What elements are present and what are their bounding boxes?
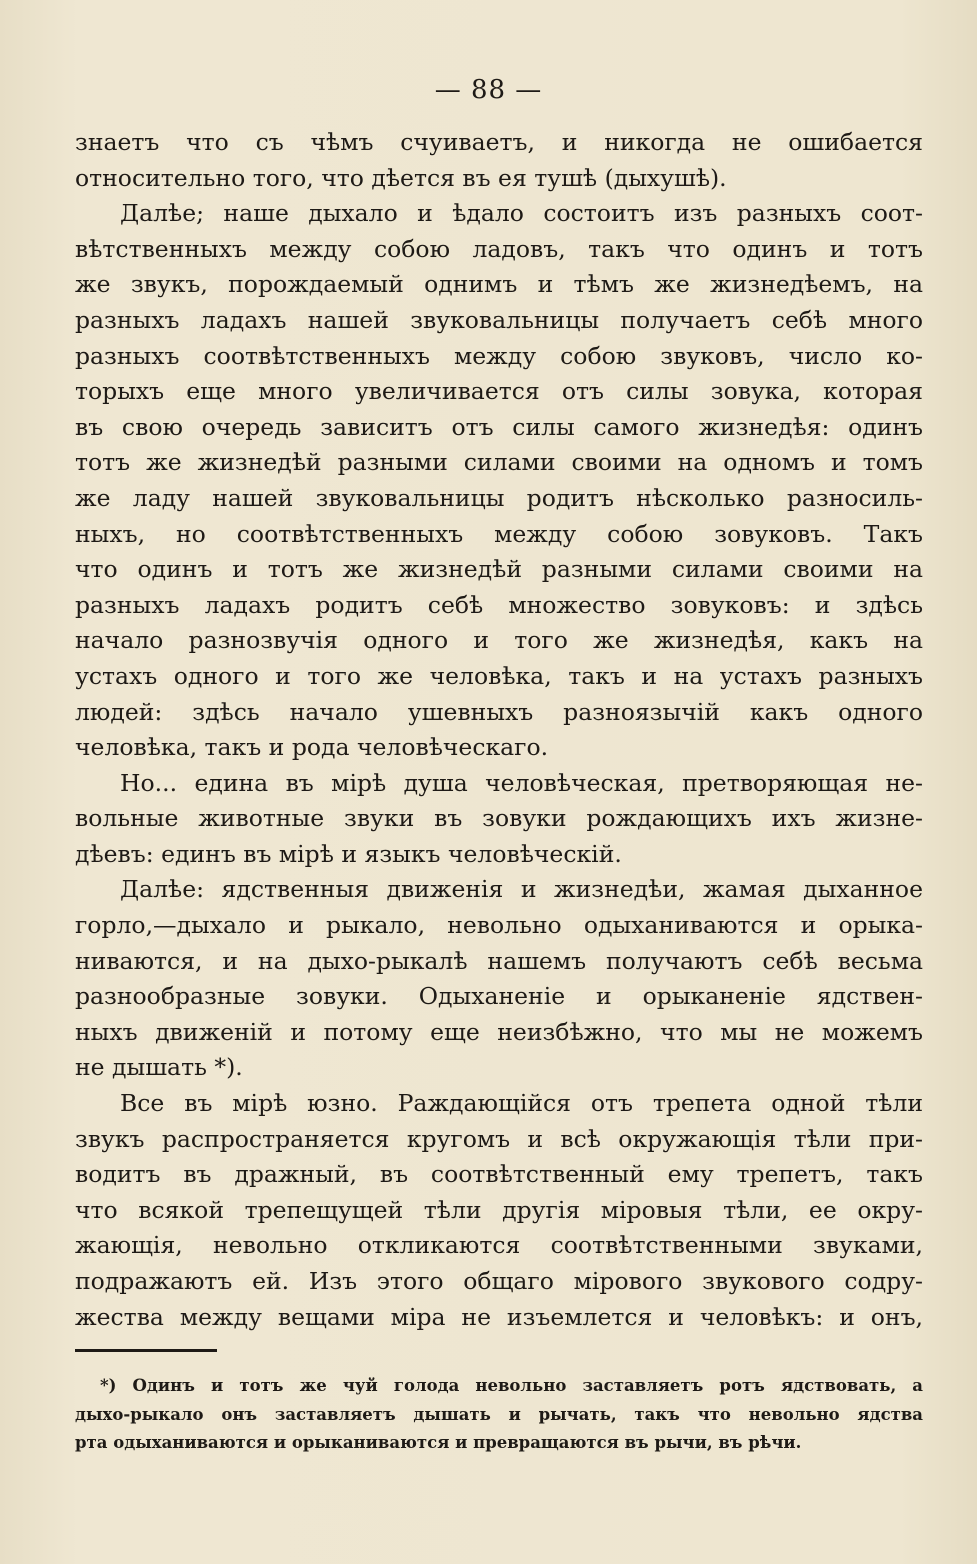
text-line: же звукъ, порождаемый однимъ и тѣмъ же жизнедѣемъ, на (75, 270, 923, 299)
text-line: относительно того, что дѣется въ ея тушѣ (дыхушѣ). (75, 163, 727, 192)
footnote (75, 1372, 923, 1458)
footnote-line: *) Одинъ и тотъ же чуй голода невольно заставляетъ ротъ ядствовать, а (100, 1376, 923, 1395)
text-line: ниваются, и на дыхо-рыкалѣ нашемъ получаютъ себѣ весьма (75, 946, 923, 975)
text-line: что одинъ и тотъ же жизнедѣй разными силами своими на (75, 555, 923, 584)
text-line: ныхъ движеній и потому еще неизбѣжно, что мы не можемъ (75, 1017, 923, 1046)
text-line: торыхъ еще много увеличивается отъ силы зовука, которая (75, 377, 923, 406)
text-line: разныхъ ладахъ родитъ себѣ множество зовуковъ: и здѣсь (75, 590, 923, 619)
text-line: жества между вещами міра не изъемлется и человѣкъ: и онъ, (75, 1302, 923, 1331)
text-line: подражаютъ ей. Изъ этого общаго мірового звукового содру- (75, 1267, 923, 1295)
text-line: тотъ же жизнедѣй разными силами своими на одномъ и томъ (75, 448, 923, 477)
text-line: Далѣе: ядственныя движенія и жизнедѣи, жамая дыханное (120, 875, 923, 904)
body-text (75, 125, 923, 1335)
text-line: человѣка, такъ и рода человѣческаго. (75, 733, 549, 762)
text-line: Но... едина въ мірѣ душа человѣческая, претворяющая не- (120, 768, 923, 797)
text-line: жающія, невольно откликаются соотвѣтственными звуками, (75, 1231, 923, 1260)
text-line: дѣевъ: единъ въ мірѣ и языкъ человѣческій. (75, 839, 622, 868)
text-line: устахъ одного и того же человѣка, такъ и на устахъ разныхъ (75, 661, 923, 690)
text-line: начало разнозвучія одного и того же жизнедѣя, какъ на (75, 626, 923, 655)
text-line: Далѣе; наше дыхало и ѣдало состоитъ изъ разныхъ соот- (120, 199, 923, 228)
paragraph (75, 766, 923, 873)
paragraph (75, 1086, 923, 1335)
text-line: разныхъ соотвѣтственныхъ между собою звуковъ, число ко- (75, 341, 923, 370)
text-line: же ладу нашей звуковальницы родитъ нѣсколько разносиль- (75, 483, 923, 512)
text-line: въ свою очередь зависитъ отъ силы самого жизнедѣя: одинъ (75, 412, 923, 441)
paragraph (75, 872, 923, 1086)
footnote-line: рта одыханиваются и орыканиваются и превращаются въ рычи, въ рѣчи. (75, 1433, 802, 1452)
footnote-divider (75, 1349, 217, 1352)
text-line: водитъ въ дражный, въ соотвѣтственный ему трепетъ, такъ (75, 1160, 923, 1189)
text-line: разныхъ ладахъ нашей звуковальницы получаетъ себѣ много (75, 305, 923, 334)
text-line: людей: здѣсь начало ушевныхъ разноязычій какъ одного (75, 697, 923, 726)
text-line: знаетъ что съ чѣмъ счуиваетъ, и никогда не ошибается (75, 128, 923, 156)
text-line: вольные животные звуки въ зовуки рождающихъ ихъ жизне- (75, 804, 923, 833)
text-line: разнообразные зовуки. Одыханеніе и орыканеніе ядствен- (75, 982, 923, 1011)
text-line: Все въ мірѣ юзно. Раждающійся отъ трепета одной тѣли (120, 1089, 923, 1118)
page-number: — 88 — (434, 75, 543, 105)
text-line: вѣтственныхъ между собою ладовъ, такъ что одинъ и тотъ (75, 234, 923, 263)
paragraph (75, 196, 923, 766)
text-line: звукъ распространяется кругомъ и всѣ окружающія тѣли при- (75, 1124, 923, 1153)
text-line: не дышать *). (75, 1053, 243, 1082)
text-line: горло,—дыхало и рыкало, невольно одыханиваются и орыка- (75, 911, 923, 940)
paragraph (75, 125, 923, 196)
footnote-line: дыхо-рыкало онъ заставляетъ дышать и рычать, такъ что невольно ядства (75, 1404, 923, 1424)
text-line: ныхъ, но соотвѣтственныхъ между собою зовуковъ. Такъ (75, 519, 923, 548)
text-line: что всякой трепещущей тѣли другія міровыя тѣли, ее окру- (75, 1195, 923, 1224)
